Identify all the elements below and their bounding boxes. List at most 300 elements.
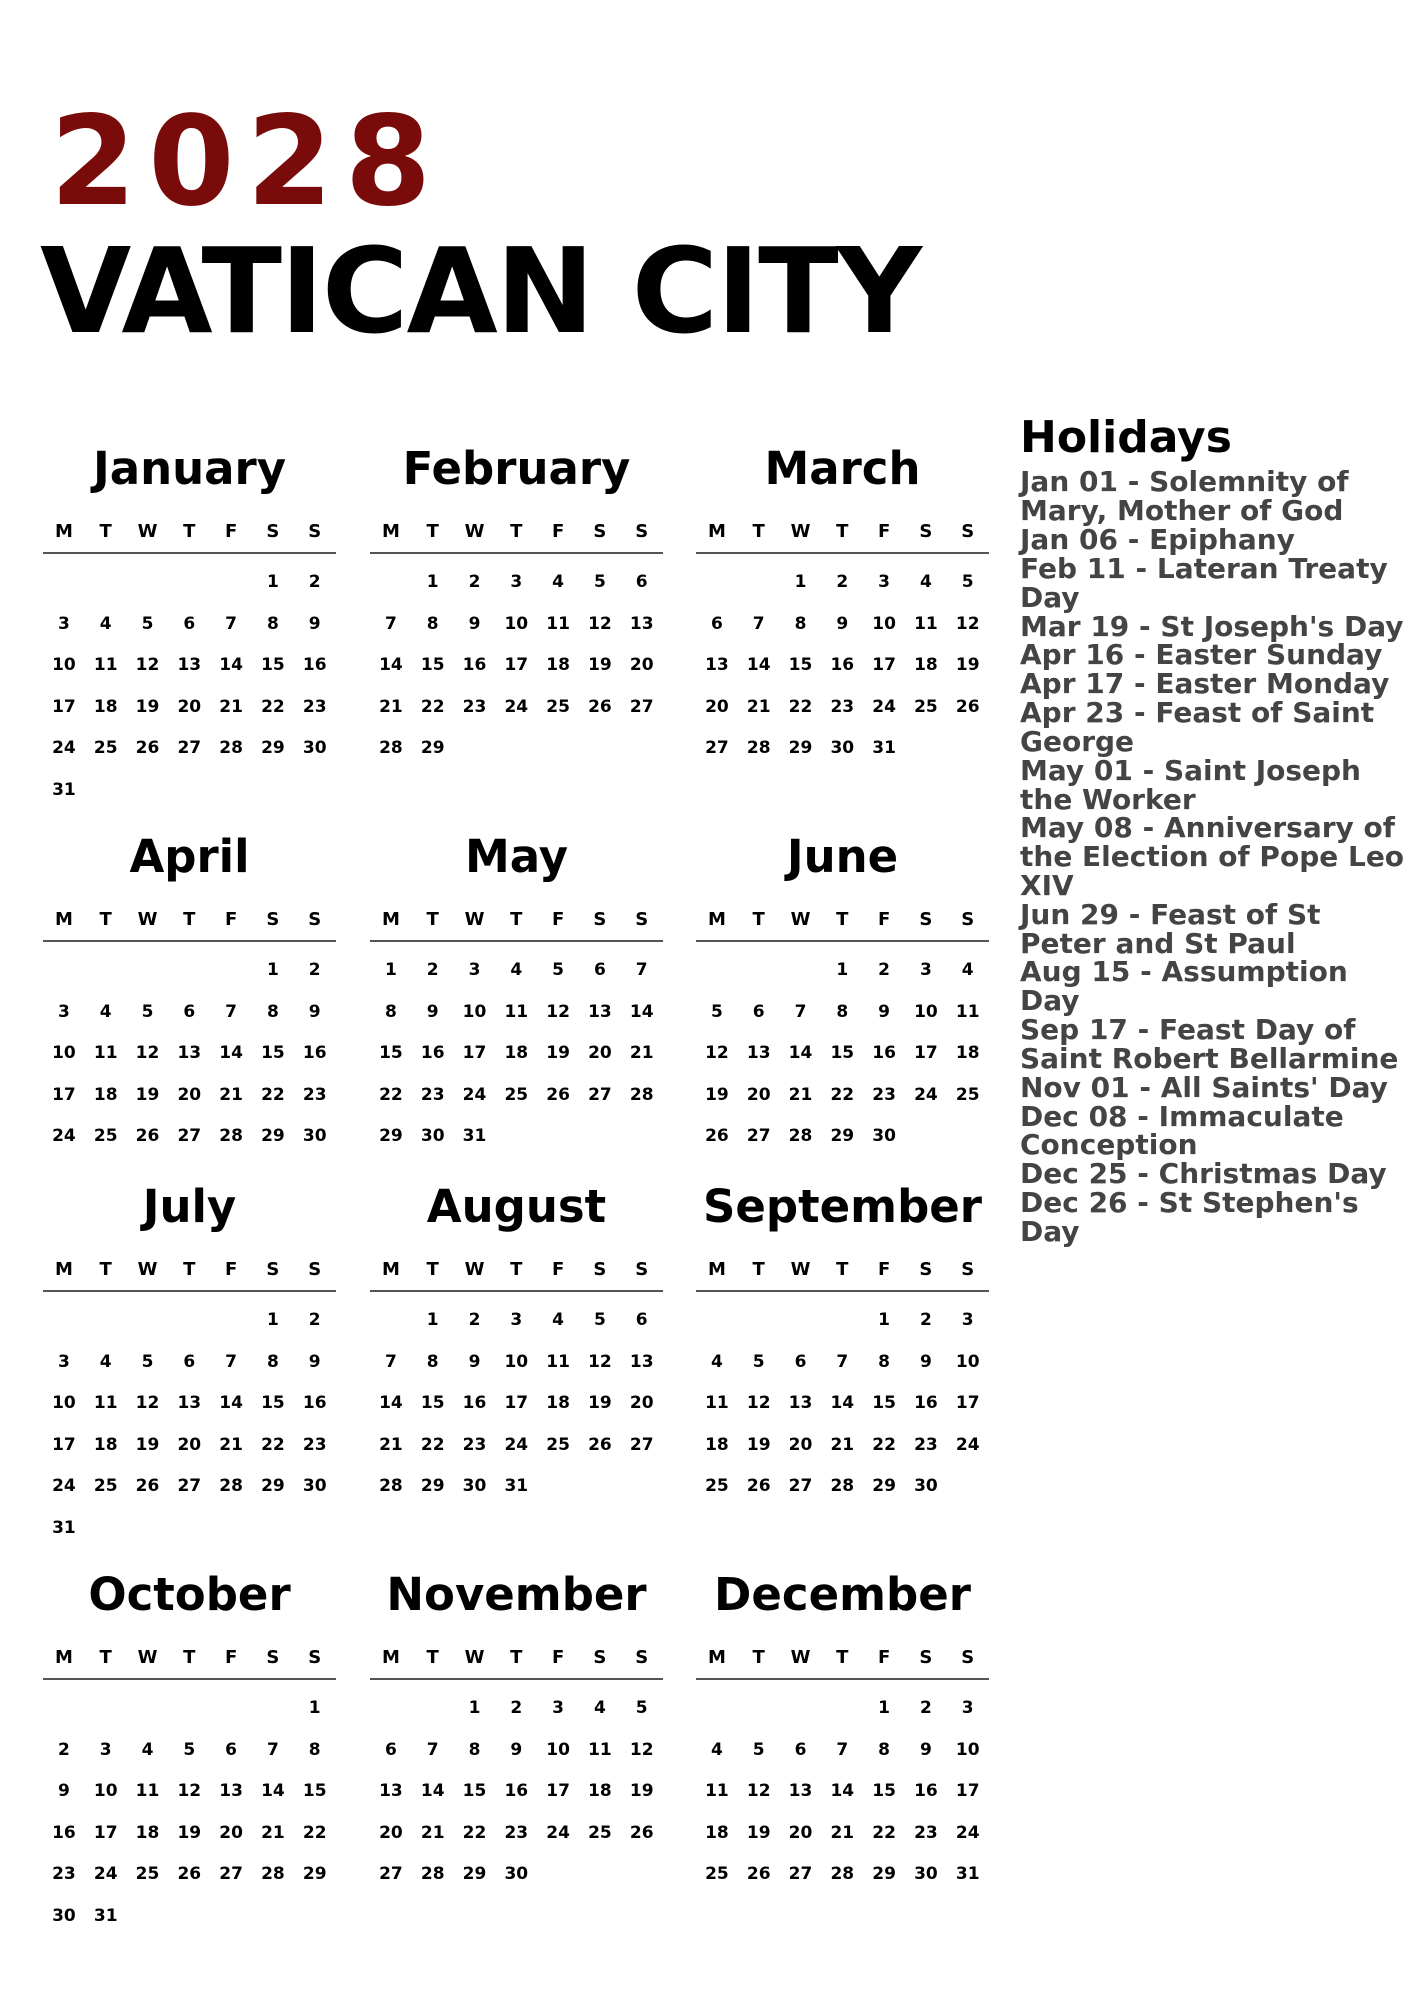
day-cell: 11 xyxy=(588,1739,612,1760)
weekday-label: W xyxy=(464,521,485,542)
day-cell: 10 xyxy=(504,1351,529,1372)
day-cell: 2 xyxy=(919,1698,932,1718)
day-cell: 25 xyxy=(705,1476,729,1496)
day-cell: 23 xyxy=(462,696,487,717)
day-cell: 10 xyxy=(462,1001,487,1022)
day-cell: 28 xyxy=(379,738,403,758)
day-cell: 23 xyxy=(462,1434,487,1455)
day-cell: 19 xyxy=(746,1434,771,1455)
month-name: June xyxy=(786,830,899,883)
day-cell: 3 xyxy=(919,960,932,980)
day-cell: 25 xyxy=(93,738,118,758)
day-cell: 17 xyxy=(504,655,529,675)
weekday-label: S xyxy=(919,1647,933,1668)
day-cell: 12 xyxy=(705,1043,729,1063)
month-name: October xyxy=(88,1568,291,1621)
day-cell: 15 xyxy=(420,1393,445,1413)
day-cell: 27 xyxy=(588,1084,612,1105)
day-cell: 16 xyxy=(302,1043,327,1063)
month-name: April xyxy=(129,830,250,883)
month-divider xyxy=(696,552,989,554)
day-cell: 8 xyxy=(426,1351,439,1372)
day-cell: 13 xyxy=(177,1043,202,1063)
weekday-label: F xyxy=(224,1259,238,1280)
day-cell: 11 xyxy=(705,1781,729,1801)
day-cell: 18 xyxy=(93,1434,118,1455)
day-cell: 18 xyxy=(93,696,118,717)
day-cell: 22 xyxy=(830,1084,855,1105)
day-cell: 12 xyxy=(588,1351,612,1372)
day-cell: 19 xyxy=(135,1084,160,1105)
day-cell: 8 xyxy=(384,1001,397,1022)
weekday-label: M xyxy=(381,909,400,930)
day-cell: 27 xyxy=(788,1864,813,1884)
day-cell: 10 xyxy=(93,1781,118,1801)
day-cell: 22 xyxy=(302,1822,327,1843)
day-cell: 21 xyxy=(788,1084,813,1105)
day-cell: 22 xyxy=(261,696,285,717)
day-cell: 16 xyxy=(462,1393,487,1413)
day-cell: 17 xyxy=(914,1043,938,1063)
month-divider xyxy=(370,1678,663,1680)
day-cell: 17 xyxy=(52,1434,76,1455)
day-cell: 8 xyxy=(836,1001,849,1022)
holiday-item: Aug 15 - Assumption Day xyxy=(1020,955,1348,1018)
day-cell: 1 xyxy=(266,960,279,980)
day-cell: 31 xyxy=(52,1517,76,1538)
weekday-label: S xyxy=(266,909,280,930)
day-cell: 26 xyxy=(135,738,160,758)
day-cell: 15 xyxy=(872,1393,896,1413)
weekday-label: T xyxy=(183,521,196,542)
day-cell: 21 xyxy=(379,696,403,717)
day-cell: 4 xyxy=(552,1310,564,1330)
day-cell: 27 xyxy=(788,1476,813,1496)
month-name: March xyxy=(764,442,921,495)
day-cell: 3 xyxy=(878,572,890,592)
day-cell: 20 xyxy=(588,1043,612,1063)
day-cell: 10 xyxy=(504,613,529,634)
month-name: December xyxy=(714,1568,971,1621)
weekday-label: F xyxy=(877,1647,891,1668)
day-cell: 4 xyxy=(710,1739,723,1760)
day-cell: 16 xyxy=(914,1393,938,1413)
day-cell: 24 xyxy=(955,1822,980,1843)
day-cell: 3 xyxy=(961,1310,974,1330)
day-cell: 7 xyxy=(225,1351,237,1372)
day-cell: 22 xyxy=(420,696,445,717)
day-cell: 20 xyxy=(177,696,202,717)
holiday-item: Feb 11 - Lateran Treaty Day xyxy=(1020,551,1388,614)
day-cell: 14 xyxy=(219,1043,243,1063)
day-cell: 2 xyxy=(468,1310,481,1330)
weekday-label: S xyxy=(266,1647,280,1668)
day-cell: 24 xyxy=(52,1476,76,1496)
day-cell: 15 xyxy=(788,655,813,675)
day-cell: 15 xyxy=(462,1781,487,1801)
weekday-label: M xyxy=(381,1647,400,1668)
weekday-label: W xyxy=(790,1647,811,1668)
day-cell: 1 xyxy=(266,1310,279,1330)
holiday-item: May 08 - Anniversary of the Election of Pope Leo XIV xyxy=(1020,811,1405,902)
weekday-row xyxy=(370,909,663,931)
month-divider xyxy=(43,552,336,554)
day-cell: 20 xyxy=(629,655,654,675)
day-cell: 3 xyxy=(99,1739,112,1760)
day-cell: 16 xyxy=(420,1043,445,1063)
day-cell: 26 xyxy=(135,1126,160,1146)
day-cell: 14 xyxy=(788,1043,813,1063)
day-cell: 7 xyxy=(635,960,648,980)
day-cell: 9 xyxy=(878,1001,890,1022)
day-cell: 15 xyxy=(261,1043,285,1063)
day-cell: 30 xyxy=(302,1476,327,1496)
day-cell: 22 xyxy=(872,1434,896,1455)
weekday-label: T xyxy=(426,521,439,542)
day-cell: 17 xyxy=(546,1781,570,1801)
day-cell: 21 xyxy=(379,1434,403,1455)
day-cell: 21 xyxy=(219,1434,243,1455)
weekday-label: T xyxy=(836,521,849,542)
day-cell: 27 xyxy=(629,1434,654,1455)
day-cell: 3 xyxy=(57,1351,70,1372)
day-cell: 2 xyxy=(468,572,481,592)
day-cell: 9 xyxy=(919,1351,932,1372)
weekday-label: W xyxy=(790,909,811,930)
day-cell: 16 xyxy=(302,655,327,675)
day-cell: 10 xyxy=(955,1739,980,1760)
day-cell: 20 xyxy=(177,1434,202,1455)
weekday-row xyxy=(43,1259,336,1281)
weekday-row xyxy=(696,1647,989,1669)
day-cell: 28 xyxy=(830,1864,855,1884)
weekday-label: T xyxy=(752,1259,765,1280)
weekday-label: M xyxy=(54,909,73,930)
day-cell: 12 xyxy=(177,1781,202,1801)
day-cell: 25 xyxy=(546,1434,570,1455)
day-cell: 17 xyxy=(872,655,896,675)
day-cell: 29 xyxy=(462,1864,487,1884)
month-divider xyxy=(370,940,663,942)
day-cell: 26 xyxy=(546,1084,570,1105)
day-cell: 4 xyxy=(961,960,974,980)
day-cell: 2 xyxy=(308,960,321,980)
weekday-label: S xyxy=(308,909,322,930)
weekday-label: M xyxy=(54,521,73,542)
day-cell: 2 xyxy=(57,1739,70,1760)
day-cell: 1 xyxy=(468,1698,481,1718)
day-cell: 19 xyxy=(177,1822,202,1843)
day-cell: 22 xyxy=(872,1822,896,1843)
holiday-item: Apr 23 - Feast of Saint George xyxy=(1020,696,1375,758)
day-cell: 11 xyxy=(504,1001,529,1022)
day-cell: 26 xyxy=(705,1126,729,1146)
day-cell: 26 xyxy=(746,1864,771,1884)
day-cell: 15 xyxy=(261,655,285,675)
day-cell: 20 xyxy=(219,1822,243,1843)
day-cell: 17 xyxy=(955,1393,980,1413)
day-cell: 22 xyxy=(462,1822,487,1843)
weekday-label: T xyxy=(510,1647,523,1668)
day-cell: 18 xyxy=(914,655,938,675)
day-cell: 20 xyxy=(788,1822,813,1843)
day-cell: 12 xyxy=(746,1393,771,1413)
day-cell: 10 xyxy=(914,1001,938,1022)
weekday-label: F xyxy=(877,909,891,930)
day-cell: 28 xyxy=(629,1084,654,1105)
day-cell: 26 xyxy=(177,1864,202,1884)
day-cell: 25 xyxy=(135,1864,160,1884)
day-cell: 28 xyxy=(261,1864,285,1884)
holiday-item: Sep 17 - Feast Day of Saint Robert Bellarmine xyxy=(1020,1013,1399,1075)
day-cell: 6 xyxy=(593,960,606,980)
day-cell: 16 xyxy=(830,655,855,675)
day-cell: 14 xyxy=(219,1393,243,1413)
day-cell: 27 xyxy=(177,1126,202,1146)
weekday-label: T xyxy=(99,521,112,542)
weekday-row xyxy=(370,521,663,543)
day-cell: 11 xyxy=(546,613,570,634)
month-divider xyxy=(370,552,663,554)
day-cell: 24 xyxy=(52,738,76,758)
day-cell: 17 xyxy=(462,1043,487,1063)
day-cell: 5 xyxy=(710,1001,723,1022)
day-cell: 12 xyxy=(746,1781,771,1801)
month-name: February xyxy=(402,442,631,495)
day-cell: 31 xyxy=(872,738,896,758)
day-cell: 26 xyxy=(746,1476,771,1496)
day-cell: 13 xyxy=(629,1351,654,1372)
day-cell: 6 xyxy=(794,1351,807,1372)
day-cell: 19 xyxy=(135,1434,160,1455)
weekday-label: T xyxy=(510,909,523,930)
day-cell: 15 xyxy=(420,655,445,675)
month-name: August xyxy=(426,1180,607,1233)
day-cell: 8 xyxy=(878,1351,890,1372)
day-cell: 2 xyxy=(426,960,439,980)
day-cell: 20 xyxy=(788,1434,813,1455)
day-cell: 22 xyxy=(261,1434,285,1455)
day-cell: 28 xyxy=(379,1476,403,1496)
day-cell: 12 xyxy=(135,655,160,675)
day-cell: 28 xyxy=(746,738,771,758)
day-cell: 7 xyxy=(836,1351,849,1372)
weekday-label: T xyxy=(426,1259,439,1280)
weekday-label: S xyxy=(308,1647,322,1668)
day-cell: 12 xyxy=(629,1739,654,1760)
month-name: May xyxy=(464,830,569,883)
day-cell: 7 xyxy=(384,613,397,634)
day-cell: 18 xyxy=(546,655,570,675)
weekday-label: T xyxy=(426,909,439,930)
day-cell: 30 xyxy=(914,1476,938,1496)
day-cell: 7 xyxy=(384,1351,397,1372)
day-cell: 3 xyxy=(510,1310,523,1330)
day-cell: 2 xyxy=(308,1310,321,1330)
day-cell: 19 xyxy=(588,1393,612,1413)
day-cell: 26 xyxy=(588,696,612,717)
weekday-label: S xyxy=(961,521,975,542)
weekday-label: F xyxy=(877,1259,891,1280)
day-cell: 24 xyxy=(462,1084,487,1105)
day-cell: 5 xyxy=(635,1698,648,1718)
day-cell: 7 xyxy=(752,613,765,634)
day-cell: 29 xyxy=(379,1126,403,1146)
day-cell: 25 xyxy=(955,1084,980,1105)
weekday-label: T xyxy=(752,1647,765,1668)
day-cell: 31 xyxy=(52,779,76,800)
day-cell: 26 xyxy=(588,1434,612,1455)
day-cell: 30 xyxy=(420,1126,445,1146)
day-cell: 2 xyxy=(308,572,321,592)
day-cell: 1 xyxy=(794,572,807,592)
day-cell: 28 xyxy=(219,1126,243,1146)
weekday-label: T xyxy=(836,909,849,930)
day-cell: 29 xyxy=(420,1476,445,1496)
weekday-label: W xyxy=(137,521,158,542)
day-cell: 4 xyxy=(99,613,112,634)
day-cell: 1 xyxy=(426,1310,439,1330)
day-cell: 17 xyxy=(504,1393,529,1413)
day-cell: 23 xyxy=(830,696,855,717)
day-cell: 22 xyxy=(420,1434,445,1455)
day-cell: 4 xyxy=(141,1739,154,1760)
weekday-label: T xyxy=(510,1259,523,1280)
day-cell: 19 xyxy=(588,655,612,675)
day-cell: 8 xyxy=(266,1351,279,1372)
day-cell: 1 xyxy=(426,572,439,592)
day-cell: 11 xyxy=(705,1393,729,1413)
day-cell: 16 xyxy=(462,655,487,675)
day-cell: 23 xyxy=(302,696,327,717)
weekday-row xyxy=(696,1259,989,1281)
weekday-row xyxy=(696,521,989,543)
day-cell: 2 xyxy=(836,572,849,592)
day-cell: 6 xyxy=(384,1739,397,1760)
day-cell: 2 xyxy=(878,960,890,980)
day-cell: 9 xyxy=(468,613,481,634)
day-cell: 19 xyxy=(629,1781,654,1801)
day-cell: 6 xyxy=(710,613,723,634)
weekday-label: F xyxy=(224,909,238,930)
weekday-label: F xyxy=(877,521,891,542)
weekday-label: W xyxy=(137,909,158,930)
weekday-label: F xyxy=(551,1647,565,1668)
day-cell: 21 xyxy=(629,1043,654,1063)
day-cell: 20 xyxy=(746,1084,771,1105)
day-cell: 20 xyxy=(629,1393,654,1413)
day-cell: 11 xyxy=(93,655,118,675)
weekday-label: S xyxy=(593,1647,607,1668)
weekday-label: W xyxy=(790,521,811,542)
day-cell: 6 xyxy=(752,1001,765,1022)
holiday-item: Dec 08 - Immaculate Conception xyxy=(1020,1099,1344,1162)
day-cell: 13 xyxy=(629,613,654,634)
day-cell: 13 xyxy=(177,655,202,675)
day-cell: 27 xyxy=(629,696,654,717)
year-title: 2028 xyxy=(50,90,444,234)
day-cell: 5 xyxy=(961,572,974,592)
holiday-list xyxy=(1020,465,1410,1248)
weekday-label: S xyxy=(961,909,975,930)
day-cell: 30 xyxy=(914,1864,938,1884)
day-cell: 23 xyxy=(52,1864,76,1884)
day-cell: 27 xyxy=(379,1864,403,1884)
day-cell: 31 xyxy=(955,1864,980,1884)
day-cell: 4 xyxy=(99,1351,112,1372)
day-cell: 22 xyxy=(788,696,813,717)
weekday-label: S xyxy=(961,1647,975,1668)
day-cell: 6 xyxy=(794,1739,807,1760)
day-cell: 7 xyxy=(225,613,237,634)
weekday-label: F xyxy=(551,909,565,930)
month-divider xyxy=(43,940,336,942)
day-cell: 23 xyxy=(302,1434,327,1455)
day-cell: 5 xyxy=(141,1351,154,1372)
day-cell: 30 xyxy=(302,1126,327,1146)
day-cell: 13 xyxy=(788,1781,813,1801)
weekday-label: T xyxy=(752,909,765,930)
day-cell: 9 xyxy=(919,1739,932,1760)
day-cell: 14 xyxy=(420,1781,445,1801)
day-cell: 10 xyxy=(546,1739,570,1760)
weekday-label: S xyxy=(635,521,649,542)
day-cell: 29 xyxy=(302,1864,327,1884)
day-cell: 1 xyxy=(878,1310,890,1330)
day-cell: 29 xyxy=(261,738,285,758)
day-cell: 6 xyxy=(635,1310,648,1330)
day-cell: 23 xyxy=(504,1822,529,1843)
day-cell: 28 xyxy=(219,738,243,758)
day-cell: 31 xyxy=(93,1905,118,1926)
day-cell: 15 xyxy=(830,1043,855,1063)
day-cell: 22 xyxy=(261,1084,285,1105)
day-cell: 25 xyxy=(588,1822,612,1843)
weekday-label: F xyxy=(551,521,565,542)
weekday-label: T xyxy=(752,521,765,542)
day-cell: 3 xyxy=(57,613,70,634)
day-cell: 12 xyxy=(135,1393,160,1413)
weekday-row xyxy=(43,1647,336,1669)
day-cell: 25 xyxy=(93,1476,118,1496)
month-divider xyxy=(370,1290,663,1292)
day-cell: 17 xyxy=(93,1822,118,1843)
weekday-label: F xyxy=(224,1647,238,1668)
day-cell: 14 xyxy=(219,655,243,675)
day-cell: 21 xyxy=(830,1434,855,1455)
day-cell: 9 xyxy=(468,1351,481,1372)
day-cell: 28 xyxy=(788,1126,813,1146)
day-cell: 12 xyxy=(588,613,612,634)
day-cell: 23 xyxy=(914,1822,938,1843)
month-divider xyxy=(43,1678,336,1680)
day-cell: 11 xyxy=(955,1001,980,1022)
day-cell: 11 xyxy=(135,1781,160,1801)
day-cell: 12 xyxy=(135,1043,160,1063)
weekday-label: M xyxy=(707,521,726,542)
day-cell: 25 xyxy=(93,1126,118,1146)
day-cell: 21 xyxy=(219,696,243,717)
day-cell: 24 xyxy=(504,1434,529,1455)
day-cell: 23 xyxy=(914,1434,938,1455)
weekday-label: T xyxy=(836,1647,849,1668)
day-cell: 31 xyxy=(504,1476,529,1496)
weekday-row xyxy=(370,1259,663,1281)
day-cell: 22 xyxy=(379,1084,403,1105)
day-cell: 27 xyxy=(705,738,729,758)
holidays-title: Holidays xyxy=(1020,412,1232,463)
day-cell: 1 xyxy=(384,960,397,980)
